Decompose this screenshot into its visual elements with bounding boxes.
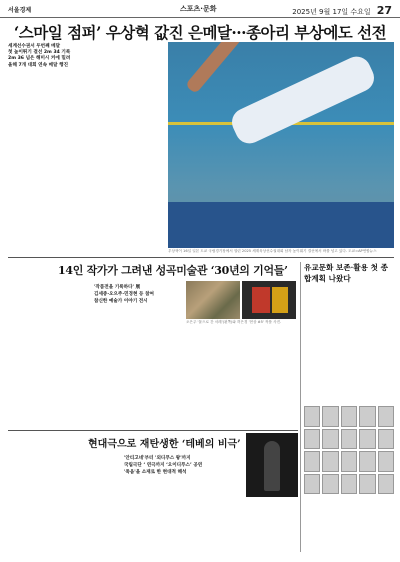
story2-subhead: 참신한 예술가 이야기 전시 <box>94 299 148 304</box>
date-page <box>292 4 392 17</box>
athlete-figure <box>227 52 378 148</box>
actor-figure <box>264 441 280 491</box>
sidebar-divider <box>300 262 301 552</box>
story2-body-col1 <box>8 281 92 427</box>
story3-body-col3 <box>124 478 182 554</box>
story2-body-col4 <box>244 330 298 426</box>
section-divider-2 <box>8 430 298 431</box>
page-number: 27 <box>376 4 392 17</box>
artwork-photo-right <box>242 281 296 319</box>
story1-body-col1 <box>8 74 84 248</box>
story1-subheads <box>8 44 74 69</box>
story1-headline: ‘스마일 점퍼’ 우상혁 값진 은메달···종아리 부상에도 선전 <box>13 23 387 42</box>
sidebar-body-2 <box>304 498 394 554</box>
red-block <box>252 287 270 313</box>
section-name: 스포츠·문화 <box>180 5 217 13</box>
paper-name: 서울경제 <box>8 7 32 14</box>
story1-subhead: 2m 36 넘은 해미시 커에 밀려 <box>8 56 71 62</box>
story3-subhead: '안티고네'부터 '외디푸스 왕'까지 <box>124 456 191 461</box>
story2-body-col3 <box>186 330 242 426</box>
story3-body-col5 <box>246 500 298 554</box>
culture-grid-photo <box>304 406 394 494</box>
story2-headline: 14인 작가가 그려낸 성곡미술관 ‘30년의 기억들’ <box>58 264 288 277</box>
story1-subhead: 세계선수권서 두번째 메달 <box>8 44 61 49</box>
story2-body-col2 <box>94 306 184 426</box>
theatre-photo <box>246 433 298 497</box>
story3-body-col4 <box>184 452 244 554</box>
masthead <box>0 0 400 18</box>
photo-caption: 우상혁이 16일 일본 도쿄 국립경기장에서 열린 2025 세계육상선수권대회 남자 높이뛰기 결선에서 바를 넘고 있다. 도쿄=AP연합뉴스 <box>168 249 377 253</box>
artwork-caption: 오은주 '뭍으로 간 서레'(왼쪽)와 허은경 '현상 #5' 작품 사진. <box>186 320 282 324</box>
yellow-block <box>272 287 288 313</box>
story2-subhead: 김세중·오으주·민경현 등 참여 <box>94 292 154 297</box>
story3-headline: 현대극으로 재탄생한 ‘테베의 비극’ <box>88 439 241 450</box>
story1-body-col2 <box>86 44 164 248</box>
issue-date: 2025년 9월 17일 수요일 <box>292 8 371 16</box>
story3-subhead: 국립극단 ‘ 연극까지 ‘오이디푸스’ 공연 <box>124 463 203 468</box>
artwork-photo-left <box>186 281 240 319</box>
story2-subheads <box>94 284 186 305</box>
sidebar-body <box>304 290 394 404</box>
story3-body-col1 <box>8 452 66 554</box>
story3-subhead: '죽음'을 소재로 한 현대적 해석 <box>124 470 187 475</box>
athlete-leg <box>185 42 247 94</box>
landing-mat <box>168 202 394 248</box>
high-jump-photo <box>168 42 394 248</box>
sidebar-headline: 유교문화 보존·활용 첫 종합계획 나왔다 <box>304 263 388 283</box>
section-divider <box>8 257 394 258</box>
story2-subhead: '작품전을 기록하다' 展 <box>94 285 141 290</box>
story1-subhead: 첫 높이뛰기 결선 2m 34 기록 <box>8 50 71 56</box>
story3-body-col2 <box>68 452 122 554</box>
story1-subhead: 올해 7개 대회 연속 메달 행진 <box>8 62 69 68</box>
